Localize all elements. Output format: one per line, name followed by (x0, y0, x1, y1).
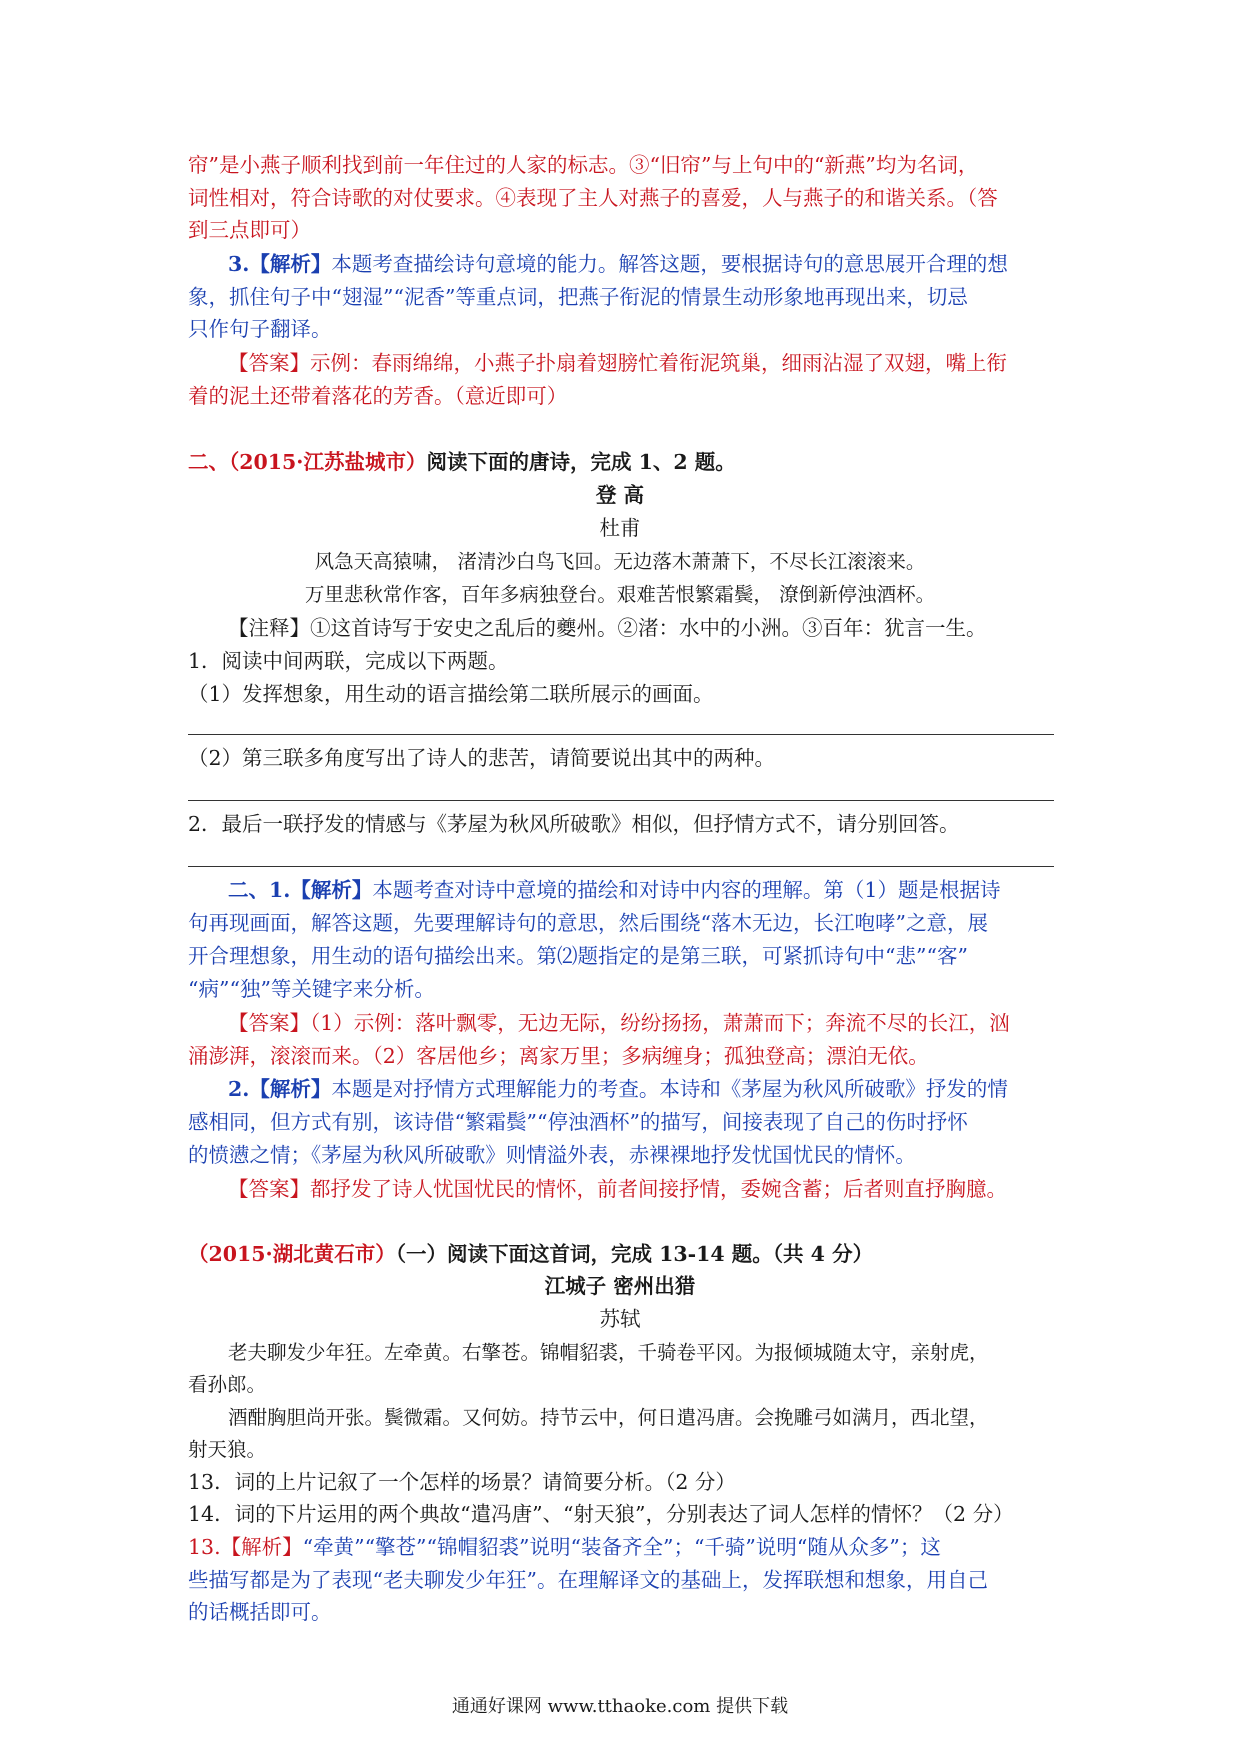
analysis-label: 二、1.【解析】 (228, 878, 373, 902)
poem-author: 杜甫 (599, 516, 641, 540)
section-heading (188, 1240, 873, 1268)
poem-line: 看孙郎。 (188, 1373, 267, 1396)
analysis-label: 3.【解析】 (228, 252, 332, 276)
poem-line: 老夫聊发少年狂。左牵黄。右擎苍。锦帽貂裘，千骑卷平冈。为报倾城随太守，亲射虎， (228, 1341, 989, 1364)
answer-label: 【答案】 (228, 1011, 310, 1035)
answer-line (188, 734, 1054, 735)
text-line: 象，抓住句子中“翅湿”“泥香”等重点词，把燕子衔泥的情景生动形象地再现出来，切忌 (188, 285, 968, 309)
text-line: 感相同，但方式有别，该诗借“繁霜鬓”“停浊酒杯”的描写，间接表现了自己的伤时抒怀 (188, 1110, 968, 1134)
page-footer: 通通好课网 www.tthaoke.com 提供下载 (451, 1696, 789, 1717)
answer-line (188, 866, 1054, 867)
analysis-paragraph (228, 1075, 1008, 1103)
text-line: 的话概括即可。 (188, 1600, 332, 1624)
text-line: 句再现画面，解答这题，先要理解诗句的意思，然后围绕“落木无边，长江咆哮”之意，展 (188, 911, 988, 935)
text-line: 开合理想象，用生动的语句描绘出来。第⑵题指定的是第三联，可紧抓诗句中“悲”“客” (188, 944, 968, 968)
poem-line: 风急天高猿啸， 渚清沙白鸟飞回。无边落木萧萧下，不尽长江滚滚来。 (314, 550, 926, 573)
text-line: 的愤懑之情；《茅屋为秋风所破歌》则情溢外表，赤裸裸地抒发忧国忧民的情怀。 (188, 1143, 916, 1167)
question: （2）第三联多角度写出了诗人的悲苦，请简要说出其中的两种。 (188, 746, 776, 770)
text-line: 涌澎湃，滚滚而来。（2）客居他乡；离家万里；多病缠身；孤独登高；漂泊无依。 (188, 1044, 929, 1068)
answer-label: 【答案】 (228, 1177, 310, 1201)
answer-paragraph (228, 349, 1007, 377)
text-line: （1）示例：落叶飘零，无边无际，纷纷扬扬，萧萧而下；奔流不尽的长江，汹 (310, 1011, 1010, 1035)
text-line: 着的泥土还带着落花的芳香。（意近即可） (188, 384, 568, 408)
answer-paragraph (228, 1009, 1010, 1037)
section-instruction: （一）阅读下面这首词，完成 13-14 题。（共 4 分） (395, 1242, 874, 1266)
analysis-paragraph (228, 876, 1000, 904)
text-line: 只作句子翻译。 (188, 317, 332, 341)
section-label: 二、（2015·江苏盐城市） (188, 450, 427, 474)
question: 1．阅读中间两联，完成以下两题。 (188, 649, 509, 673)
text-line: “牵黄”“擎苍”“锦帽貂裘”说明“装备齐全”；“千骑”说明“随从众多”；这 (302, 1535, 941, 1559)
answer-paragraph (228, 1175, 1007, 1203)
text-line: 词性相对，符合诗歌的对仗要求。④表现了主人对燕子的喜爱，人与燕子的和谐关系。（答 (188, 186, 998, 210)
section-heading (188, 448, 736, 476)
text-line: 帘”是小燕子顺利找到前一年住过的人家的标志。③“旧帘”与上句中的“新燕”均为名词， (188, 153, 979, 177)
question: 14．词的下片运用的两个典故“遣冯唐”、“射天狼”，分别表达了词人怎样的情怀？（2 分） (188, 1502, 1014, 1526)
poem-author: 苏轼 (599, 1307, 641, 1331)
text-line: 些描写都是为了表现“老夫聊发少年狂”。在理解译文的基础上，发挥联想和想象，用自己 (188, 1568, 988, 1592)
text-line: 本题考查对诗中意境的描绘和对诗中内容的理解。第（1）题是根据诗 (372, 878, 1001, 902)
poem-title: 登 高 (595, 483, 645, 507)
poem-title: 江城子 密州出猎 (544, 1274, 696, 1298)
text-line: “病”“独”等关键字来分析。 (188, 977, 435, 1001)
section-label: （2015·湖北黄石市） (188, 1242, 396, 1266)
text-line: ①这首诗写于安史之乱后的夔州。②渚：水中的小洲。③百年：犹言一生。 (310, 616, 987, 640)
text-line: 到三点即可） (188, 218, 311, 242)
analysis-label: 2.【解析】 (228, 1077, 332, 1101)
analysis-paragraph (188, 1533, 941, 1561)
section-instruction: 阅读下面的唐诗，完成 1、2 题。 (426, 450, 736, 474)
poem-line: 酒酣胸胆尚开张。鬓微霜。又何妨。持节云中，何日遣冯唐。会挽雕弓如满月，西北望， (228, 1406, 989, 1429)
text-line: 本题是对抒情方式理解能力的考查。本诗和《茅屋为秋风所破歌》抒发的情 (331, 1077, 1008, 1101)
answer-line (188, 800, 1054, 801)
poem-line: 射天狼。 (188, 1438, 267, 1461)
text-line: 示例：春雨绵绵，小燕子扑扇着翅膀忙着衔泥筑巢，细雨沾湿了双翅，嘴上衔 (310, 351, 1007, 375)
poem-line: 万里悲秋常作客，百年多病独登台。艰难苦恨繁霜鬓， 潦倒新停浊酒杯。 (304, 583, 936, 606)
analysis-label: 13.【解析】 (188, 1535, 303, 1559)
text-line: 本题考查描绘诗句意境的能力。解答这题，要根据诗句的意思展开合理的想 (331, 252, 1008, 276)
text-line: 都抒发了诗人忧国忧民的情怀，前者间接抒情，委婉含蓄；后者则直抒胸臆。 (310, 1177, 1007, 1201)
answer-label: 【答案】 (228, 351, 310, 375)
question: （1）发挥想象，用生动的语言描绘第二联所展示的画面。 (188, 682, 714, 706)
note-label: 【注释】 (228, 616, 310, 640)
poem-note (228, 614, 987, 642)
analysis-paragraph (228, 250, 1008, 278)
question: 2．最后一联抒发的情感与《茅屋为秋风所破歌》相似，但抒情方式不，请分别回答。 (188, 812, 960, 836)
question: 13．词的上片记叙了一个怎样的场景？请简要分析。（2 分） (188, 1470, 736, 1494)
